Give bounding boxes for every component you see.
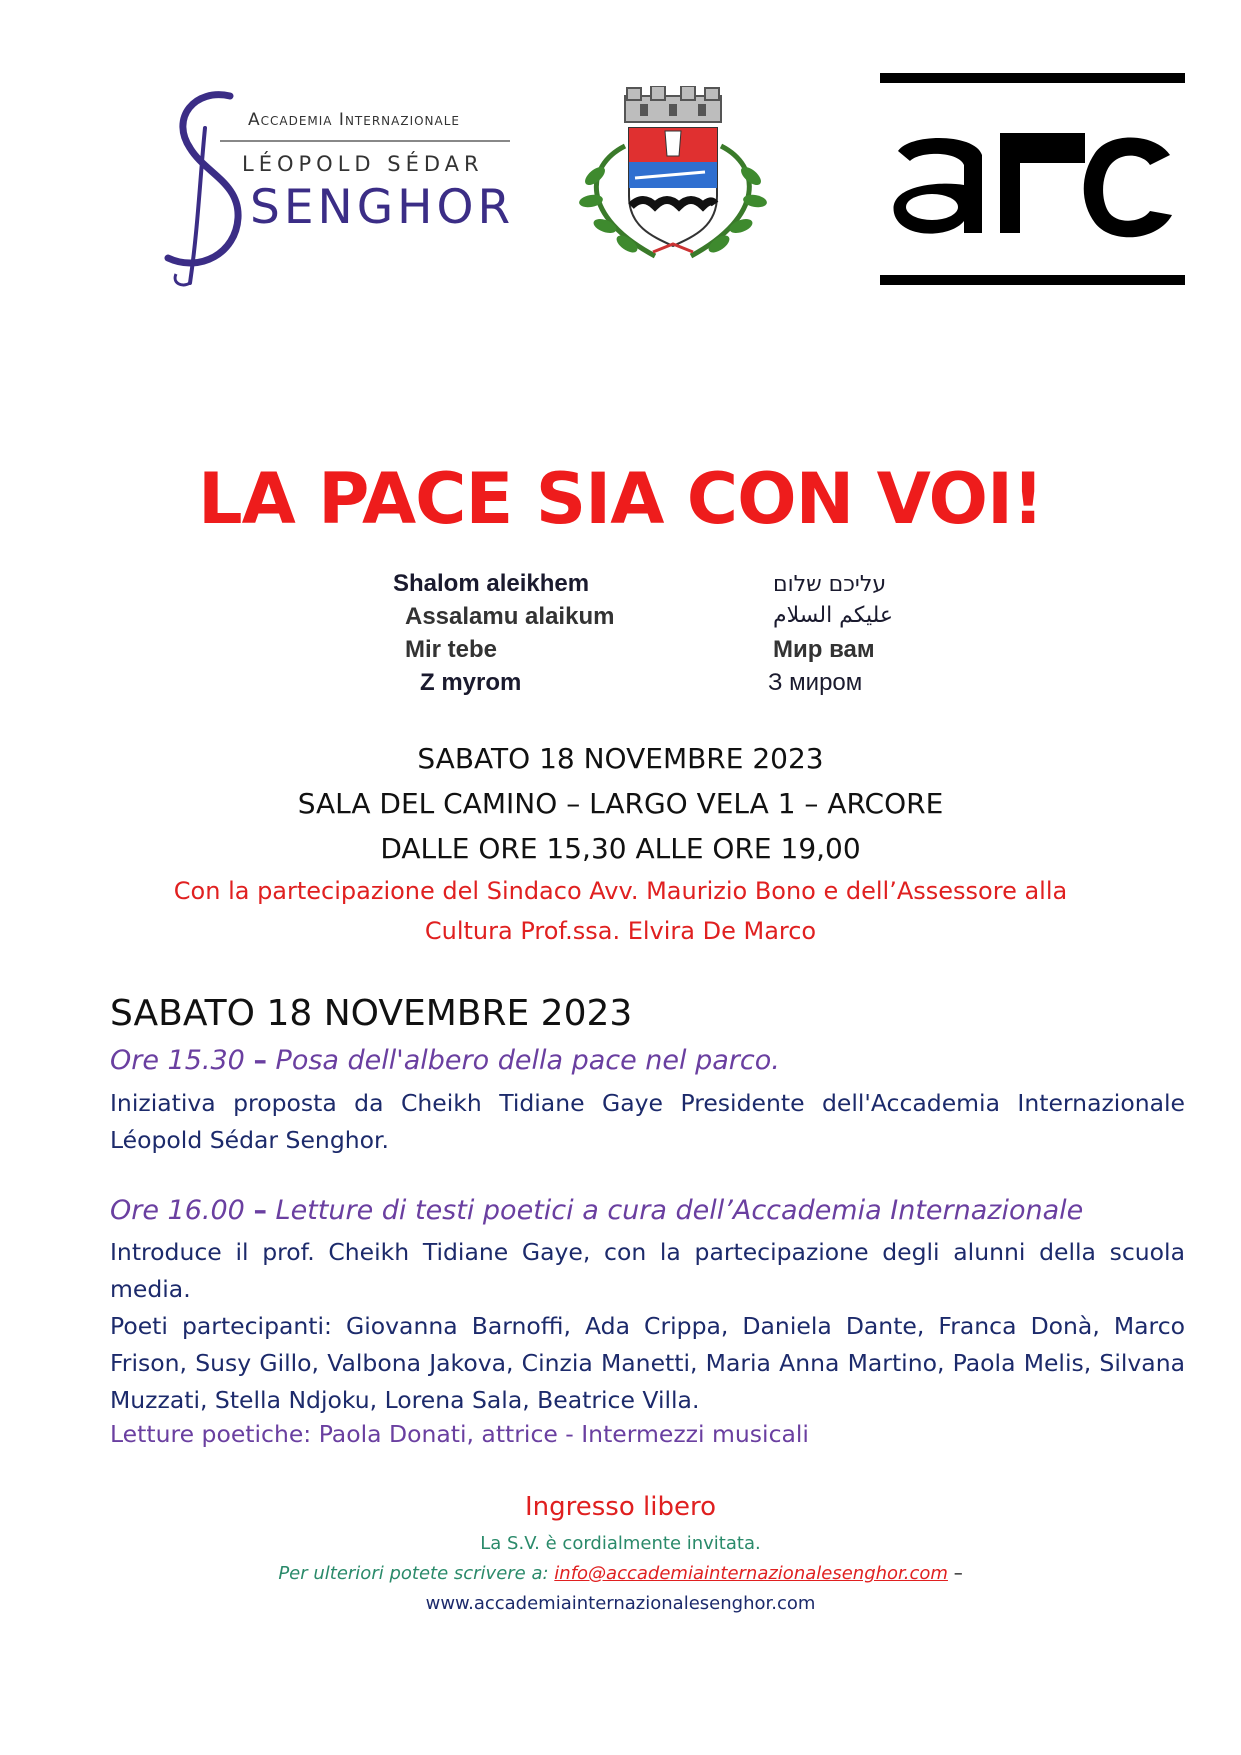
event-date: SABATO 18 NOVEMBRE 2023	[417, 742, 824, 775]
program-item1-title: Posa dell'albero della pace nel parco.	[275, 1045, 780, 1076]
greeting-native-4: З миром	[768, 669, 863, 696]
event-time: DALLE ORE 15,30 ALLE ORE 19,00	[380, 832, 861, 865]
event-participation-line1: Con la partecipazione del Sindaco Avv. Maurizio Bono e dell’Assessore alla	[173, 877, 1068, 905]
program-item2-title: Letture di testi poetici a cura dell’Accademia Internazionale	[275, 1195, 1084, 1226]
greeting-latin-4: Z myrom	[420, 669, 522, 696]
footer-contact-dash: –	[953, 1563, 963, 1584]
program-item1-text: Iniziativa proposta da Cheikh Tidiane Gaye Presidente dell'Accademia Internazionale Léopold Sédar Senghor.	[110, 1089, 1185, 1154]
event-participation-line2: Cultura Prof.ssa. Elvira De Marco	[424, 917, 817, 945]
greeting-native-2: عليكم السلام	[773, 603, 894, 628]
greeting-latin-1: Shalom aleikhem	[393, 570, 590, 597]
footer-email-link[interactable]: info@accademiainternazionalesenghor.com	[554, 1563, 948, 1584]
program-item1-time: Ore 15.30	[110, 1045, 245, 1076]
arc-logo	[880, 73, 1185, 288]
senghor-logo-line1: Accademia Internazionale	[248, 110, 461, 130]
program-item2-text2: Poeti partecipanti: Giovanna Barnoffi, Ada Crippa, Daniela Dante, Franca Donà, Marco Frison, Susy Gillo, Valbona Jakova, Cinzia Manetti, Maria Anna Martino, Paola Melis, Silvana Muzzati, Stella Ndjoku, Lorena Sala, Beatrice Villa.	[110, 1312, 1185, 1414]
program-heading: SABATO 18 NOVEMBRE 2023	[110, 993, 633, 1034]
senghor-logo-line2: LÉOPOLD SÉDAR	[242, 152, 484, 176]
program-item2-text1: Introduce il prof. Cheikh Tidiane Gaye, con la partecipazione degli alunni della scuola media.	[110, 1238, 1185, 1303]
greeting-native-3: Мир вам	[773, 636, 875, 663]
footer-invite: La S.V. è cordialmente invitata.	[480, 1533, 761, 1554]
program-item2-header	[110, 1195, 1083, 1226]
senghor-logo-rule	[220, 140, 510, 142]
event-place: SALA DEL CAMINO – LARGO VELA 1 – ARCORE	[297, 787, 944, 820]
program-item2-time: Ore 16.00	[110, 1195, 245, 1226]
footer-entry: Ingresso libero	[524, 1492, 716, 1522]
footer-contact-line	[0, 1563, 1241, 1584]
footer-contact-prefix: Per ulteriori potete scrivere a:	[278, 1563, 549, 1584]
senghor-logo-line3: SENGHOR	[250, 180, 515, 235]
greeting-native-1: עליכם שלום	[773, 572, 887, 597]
footer-website-link[interactable]: www.accademiainternazionalesenghor.com	[425, 1593, 816, 1614]
program-item1-dash: –	[253, 1045, 267, 1076]
program-item2-readings: Letture poetiche: Paola Donati, attrice - Intermezzi musicali	[110, 1420, 809, 1448]
greeting-latin-2: Assalamu alaikum	[405, 603, 615, 630]
senghor-academy-logo	[160, 88, 520, 288]
program-item1-header	[110, 1045, 780, 1076]
program-item2-dash: –	[253, 1195, 267, 1226]
greeting-latin-3: Mir tebe	[405, 636, 498, 663]
municipal-crest-icon	[565, 86, 780, 261]
page-title: LA PACE SIA CON VOI!	[197, 458, 1044, 540]
